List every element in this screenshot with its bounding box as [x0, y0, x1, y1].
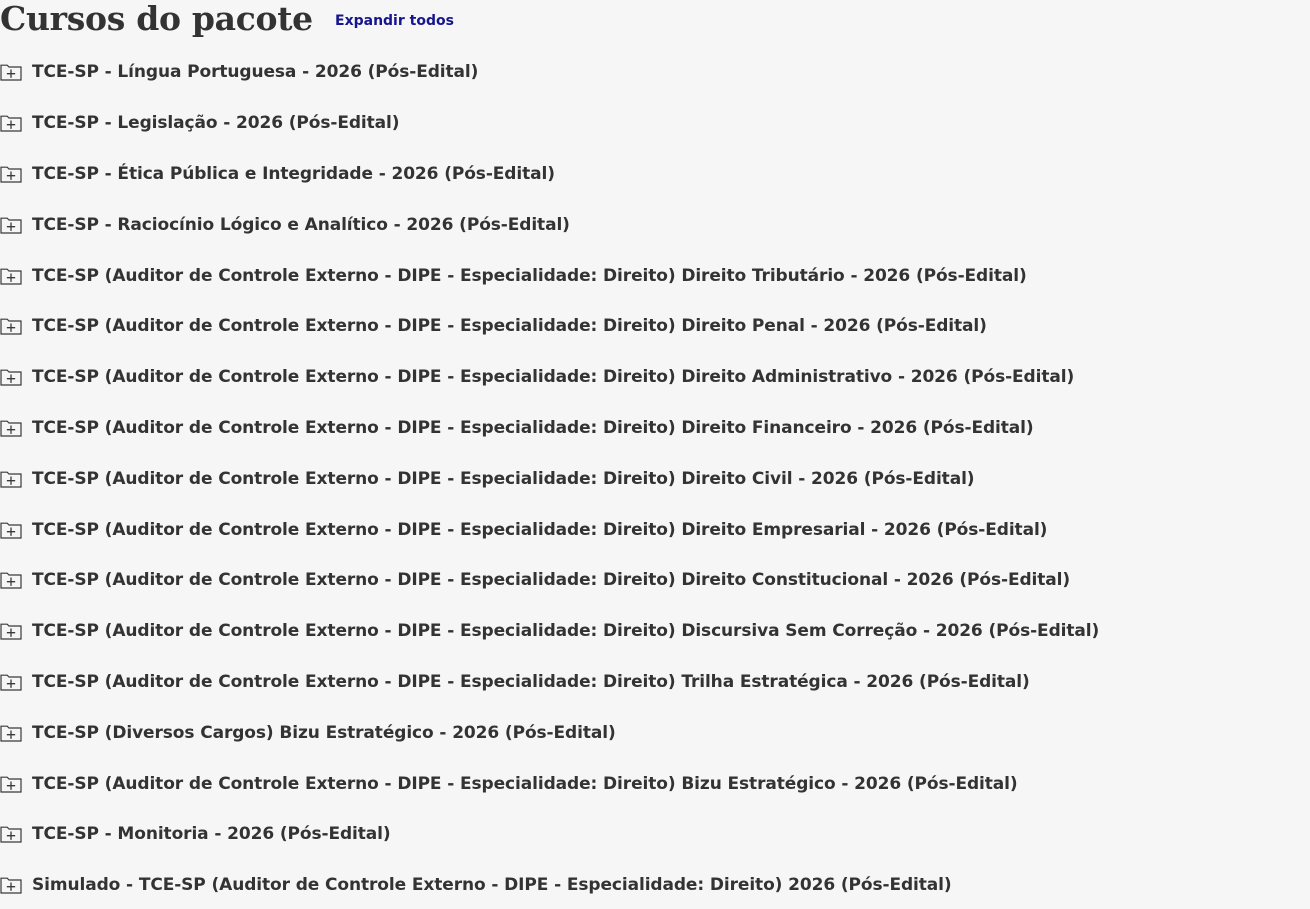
course-package-header: [0, 0, 1310, 40]
folder-plus-icon[interactable]: [0, 419, 22, 437]
course-title[interactable]: TCE-SP (Auditor de Controle Externo - DIPE - Especialidade: Direito) Direito Administrativo - 2026 (Pós-Edital): [32, 367, 1075, 388]
folder-plus-icon[interactable]: [0, 63, 22, 81]
course-item-14[interactable]: [0, 707, 1310, 758]
folder-plus-icon[interactable]: [0, 521, 22, 539]
folder-plus-icon[interactable]: [0, 724, 22, 742]
course-title[interactable]: TCE-SP - Raciocínio Lógico e Analítico - 2026 (Pós-Edital): [32, 214, 570, 235]
course-item-12[interactable]: [0, 606, 1310, 657]
course-title[interactable]: Simulado - TCE-SP (Auditor de Controle Externo - DIPE - Especialidade: Direito) 2026 (Pós-Edital): [32, 875, 952, 896]
folder-plus-icon[interactable]: [0, 876, 22, 894]
course-item-13[interactable]: [0, 657, 1310, 708]
folder-plus-icon[interactable]: [0, 317, 22, 335]
course-item-3[interactable]: [0, 149, 1310, 200]
course-item-6[interactable]: [0, 301, 1310, 352]
folder-plus-icon[interactable]: [0, 470, 22, 488]
course-title[interactable]: TCE-SP (Auditor de Controle Externo - DIPE - Especialidade: Direito) Direito Penal - 2026 (Pós-Edital): [32, 316, 987, 337]
course-item-5[interactable]: [0, 250, 1310, 301]
course-title[interactable]: TCE-SP (Auditor de Controle Externo - DIPE - Especialidade: Direito) Direito Constitucional - 2026 (Pós-Edital): [32, 570, 1071, 591]
folder-plus-icon[interactable]: [0, 165, 22, 183]
course-item-1[interactable]: [0, 47, 1310, 98]
course-title[interactable]: TCE-SP - Legislação - 2026 (Pós-Edital): [32, 113, 400, 134]
course-item-4[interactable]: [0, 199, 1310, 250]
course-item-15[interactable]: [0, 758, 1310, 809]
folder-plus-icon[interactable]: [0, 673, 22, 691]
course-title[interactable]: TCE-SP (Auditor de Controle Externo - DIPE - Especialidade: Direito) Trilha Estratégica - 2026 (Pós-Edital): [32, 671, 1030, 692]
course-item-17[interactable]: [0, 860, 1310, 909]
course-item-10[interactable]: [0, 504, 1310, 555]
course-title[interactable]: TCE-SP (Auditor de Controle Externo - DIPE - Especialidade: Direito) Bizu Estratégico - 2026 (Pós-Edital): [32, 773, 1018, 794]
course-item-9[interactable]: [0, 453, 1310, 504]
course-item-11[interactable]: [0, 555, 1310, 606]
course-item-7[interactable]: [0, 352, 1310, 403]
course-list: [0, 47, 1310, 909]
folder-plus-icon[interactable]: [0, 216, 22, 234]
course-title[interactable]: TCE-SP - Língua Portuguesa - 2026 (Pós-Edital): [32, 62, 479, 83]
expand-all-link[interactable]: Expandir todos: [335, 13, 454, 29]
course-title[interactable]: TCE-SP - Ética Pública e Integridade - 2026 (Pós-Edital): [32, 163, 555, 184]
page-title: Cursos do pacote: [0, 0, 313, 38]
course-title[interactable]: TCE-SP (Auditor de Controle Externo - DIPE - Especialidade: Direito) Direito Civil - 2026 (Pós-Edital): [32, 468, 975, 489]
course-title[interactable]: TCE-SP (Auditor de Controle Externo - DIPE - Especialidade: Direito) Discursiva Sem Correção - 2026 (Pós-Edital): [32, 621, 1100, 642]
folder-plus-icon[interactable]: [0, 775, 22, 793]
folder-plus-icon[interactable]: [0, 571, 22, 589]
course-item-16[interactable]: [0, 809, 1310, 860]
course-title[interactable]: TCE-SP (Auditor de Controle Externo - DIPE - Especialidade: Direito) Direito Tributário - 2026 (Pós-Edital): [32, 265, 1027, 286]
folder-plus-icon[interactable]: [0, 368, 22, 386]
course-title[interactable]: TCE-SP (Diversos Cargos) Bizu Estratégico - 2026 (Pós-Edital): [32, 722, 616, 743]
folder-plus-icon[interactable]: [0, 622, 22, 640]
course-title[interactable]: TCE-SP (Auditor de Controle Externo - DIPE - Especialidade: Direito) Direito Financeiro - 2026 (Pós-Edital): [32, 417, 1034, 438]
folder-plus-icon[interactable]: [0, 114, 22, 132]
course-item-8[interactable]: [0, 403, 1310, 454]
folder-plus-icon[interactable]: [0, 267, 22, 285]
folder-plus-icon[interactable]: [0, 825, 22, 843]
course-title[interactable]: TCE-SP - Monitoria - 2026 (Pós-Edital): [32, 824, 391, 845]
course-title[interactable]: TCE-SP (Auditor de Controle Externo - DIPE - Especialidade: Direito) Direito Empresarial - 2026 (Pós-Edital): [32, 519, 1048, 540]
course-item-2[interactable]: [0, 98, 1310, 149]
